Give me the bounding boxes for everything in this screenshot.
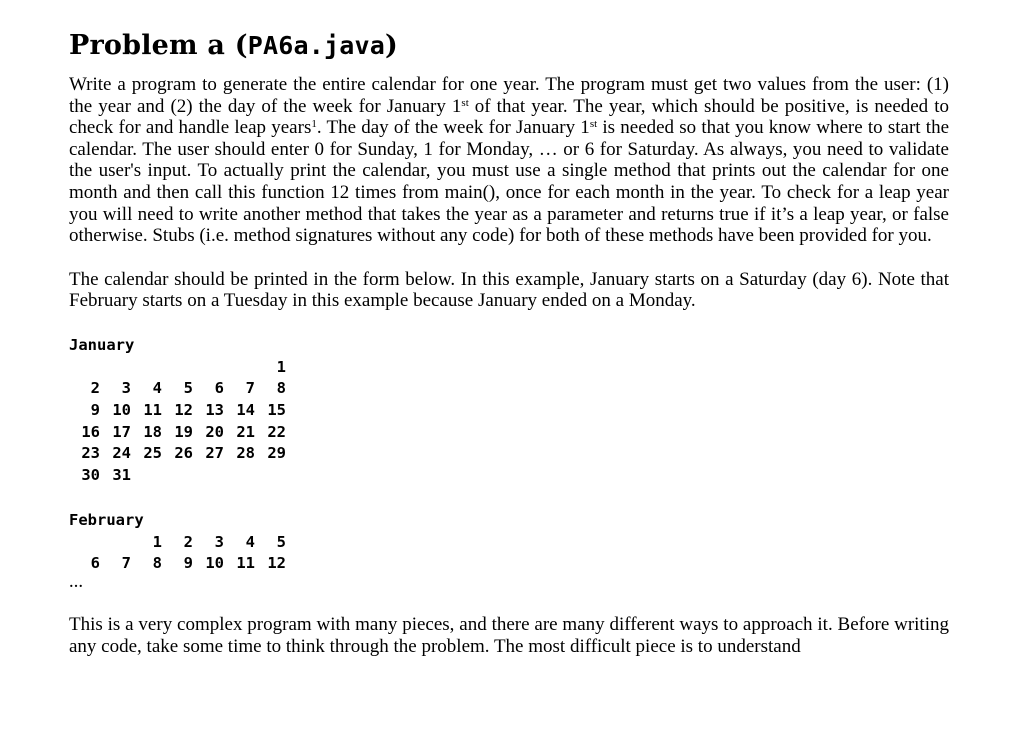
calendar-day: 1 [276, 357, 286, 376]
month-name-february: February [69, 510, 144, 529]
calendar-day: 3 [214, 532, 224, 551]
calendar-blank-cell [193, 357, 224, 379]
calendar-day: 14 [236, 401, 255, 420]
month-grid-february [69, 532, 286, 575]
calendar-day: 15 [267, 401, 286, 420]
calendar-day: 22 [267, 422, 286, 441]
calendar-day: 9 [90, 401, 100, 420]
calendar-day: 9 [183, 554, 193, 573]
calendar-day: 2 [90, 379, 100, 398]
calendar-day: 10 [112, 401, 131, 420]
calendar-blank-cell [69, 357, 100, 379]
calendar-day: 11 [143, 401, 162, 420]
calendar-day: 25 [143, 444, 162, 463]
calendar-day: 7 [121, 554, 131, 573]
title-suffix: ) [384, 30, 398, 61]
approach-paragraph: This is a very complex program with many pieces, and there are many different ways to approach it. Before writing any code, take some time to think through the problem. The most difficult piece is to understand [69, 613, 949, 657]
calendar-day: 30 [81, 466, 100, 485]
calendar-day: 23 [81, 444, 100, 463]
calendar-day: 21 [236, 422, 255, 441]
calendar-day: 3 [121, 379, 131, 398]
intro-text-4: is needed so that you know where to start the calendar. The user should enter 0 for Sunday, 1 for Monday, … or 6 for Saturday. As always, you need to validate the user's input. To actually print the calendar, you must use a single method that prints out the calendar for one month and then call this function 12 times from main(), once for each month in the year. To check for a leap year you will need to write another method that takes the year as a parameter and returns true if it’s a leap year, or false otherwise. Stubs (i.e. method signatures without any code) for both of these methods have been provided for you. [69, 117, 949, 247]
calendar-day: 12 [174, 401, 193, 420]
intro-text-2: of that year. The year, which should be positive, is needed to check for and handle leap years [69, 95, 950, 139]
calendar-day: 6 [214, 379, 224, 398]
calendar-day: 20 [205, 422, 224, 441]
ellipsis: … [69, 575, 83, 591]
calendar-blank-cell [100, 532, 131, 554]
calendar-day: 5 [183, 379, 193, 398]
calendar-day: 5 [276, 532, 286, 551]
calendar-blank-cell [100, 357, 131, 379]
month-name-january: January [69, 335, 135, 354]
calendar-day: 1 [152, 532, 162, 551]
intro-text-3: . The day of the week for January 1 [316, 117, 590, 139]
calendar-blank-cell [69, 532, 100, 554]
calendar-day: 4 [245, 532, 255, 551]
superscript-st-1: st [461, 96, 469, 109]
calendar-day: 18 [143, 422, 162, 441]
calendar-day: 27 [205, 444, 224, 463]
intro-paragraph [69, 74, 949, 247]
calendar-day: 16 [81, 422, 100, 441]
calendar-day: 2 [183, 532, 193, 551]
title-prefix: Problem a ( [69, 30, 248, 61]
calendar-day: 31 [112, 466, 131, 485]
footnote-marker: 1 [311, 118, 317, 131]
calendar-blank-cell [131, 357, 162, 379]
calendar-day: 11 [236, 554, 255, 573]
calendar-day: 24 [112, 444, 131, 463]
superscript-st-2: st [589, 118, 598, 131]
calendar-blank-cell [162, 357, 193, 379]
calendar-day: 10 [205, 554, 224, 573]
calendar-day: 4 [152, 379, 162, 398]
calendar-day: 8 [152, 554, 162, 573]
title-filename: PA6a.java [247, 31, 385, 60]
calendar-day: 19 [174, 422, 193, 441]
calendar-blank-cell [224, 357, 255, 379]
calendar-day: 28 [236, 444, 255, 463]
month-grid-january [69, 357, 286, 487]
intro-text-1: Write a program to generate the entire calendar for one year. The program must get two values from the user: (1) the year and (2) the day of the week for January 1 [69, 74, 949, 117]
calendar-day: 8 [276, 379, 286, 398]
calendar-day: 26 [174, 444, 193, 463]
problem-title [69, 26, 949, 66]
calendar-day: 7 [245, 379, 255, 398]
calendar-example [69, 335, 949, 597]
calendar-day: 17 [112, 422, 131, 441]
calendar-day: 6 [90, 554, 100, 573]
document-page [69, 26, 949, 657]
calendar-day: 29 [267, 444, 286, 463]
calendar-day: 13 [205, 401, 224, 420]
calendar-day: 12 [267, 554, 286, 573]
format-paragraph: The calendar should be printed in the form below. In this example, January starts on a Saturday (day 6). Note that February starts on a Tuesday in this example because January ended on a Monday. [69, 268, 949, 312]
